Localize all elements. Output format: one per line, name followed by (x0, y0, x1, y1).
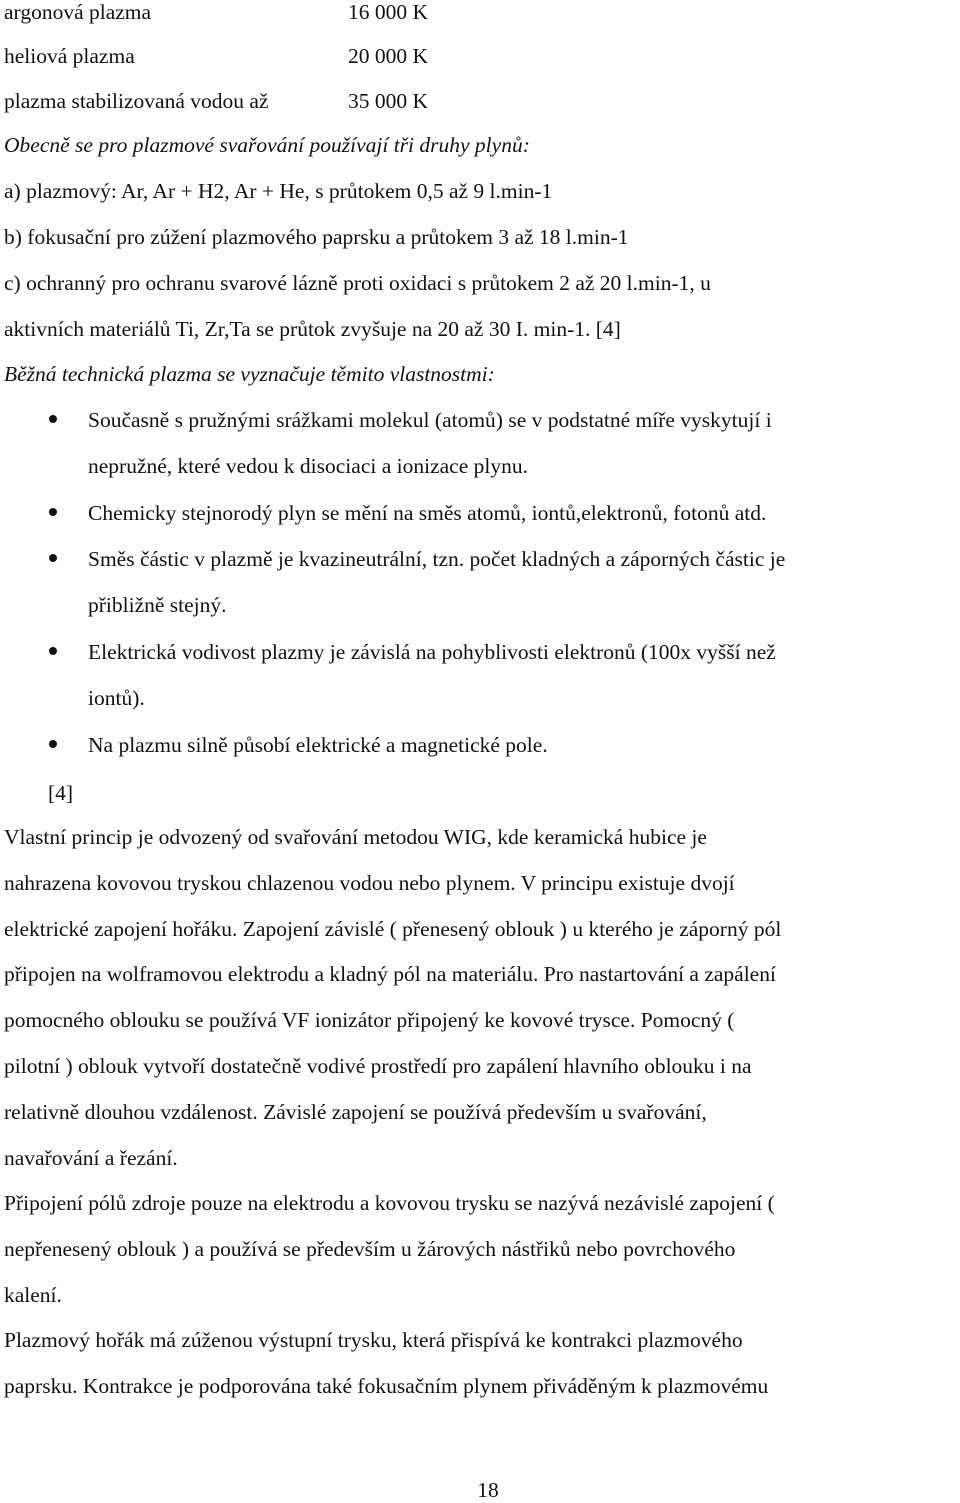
gas-line: b) fokusační pro zúžení plazmového paprsku a průtokem 3 až 18 l.min-1 (4, 225, 629, 249)
temperature-value: 35 000 K (348, 89, 429, 113)
bullet-text: Na plazmu silně působí elektrické a magnetické pole. (88, 733, 548, 757)
bullet-icon (49, 415, 57, 423)
paragraph-line: paprsku. Kontrakce je podporována také fokusačním plynem přiváděným k plazmovému (4, 1374, 769, 1398)
paragraph-line: Vlastní princip je odvozený od svařování metodou WIG, kde keramická hubice je (4, 825, 707, 849)
reference: [4] (48, 781, 74, 805)
temperature-label: plazma stabilizovaná vodou až (4, 89, 269, 113)
paragraph-line: nahrazena kovovou tryskou chlazenou vodou nebo plynem. V principu existuje dvojí (4, 871, 735, 895)
temperature-label: argonová plazma (4, 0, 152, 24)
bullet-text: Chemicky stejnorodý plyn se mění na směs atomů, iontů,elektronů, fotonů atd. (88, 501, 767, 525)
bullet-text: přibližně stejný. (88, 593, 227, 617)
bullet-text: Současně s pružnými srážkami molekul (atomů) se v podstatné míře vyskytují i (88, 408, 772, 432)
gas-line: a) plazmový: Ar, Ar + H2, Ar + He, s průtokem 0,5 až 9 l.min-1 (4, 179, 553, 203)
bullet-text: nepružné, které vedou k disociaci a ionizace plynu. (88, 454, 528, 478)
paragraph-line: kalení. (4, 1283, 62, 1307)
temperature-value: 16 000 K (348, 0, 429, 24)
bullet-icon (49, 740, 57, 748)
bullet-icon (49, 554, 57, 562)
properties-heading: Běžná technická plazma se vyznačuje těmito vlastnostmi: (4, 362, 495, 386)
bullet-icon (49, 508, 57, 516)
gas-line: aktivních materiálů Ti, Zr,Ta se průtok zvyšuje na 20 až 30 I. min-1. [4] (4, 317, 621, 341)
gases-heading: Obecně se pro plazmové svařování používají tři druhy plynů: (4, 133, 530, 157)
bullet-icon (49, 647, 57, 655)
paragraph-line: nepřenesený oblouk ) a používá se především u žárových nástřiků nebo povrchového (4, 1237, 736, 1261)
paragraph-line: pilotní ) oblouk vytvoří dostatečně vodivé prostředí pro zapálení hlavního oblouku i na (4, 1054, 752, 1078)
paragraph-line: připojen na wolframovou elektrodu a kladný pól na materiálu. Pro nastartování a zapálení (4, 962, 776, 986)
paragraph-line: Připojení pólů zdroje pouze na elektrodu a kovovou trysku se nazývá nezávislé zapojení ( (4, 1191, 775, 1215)
paragraph-line: relativně dlouhou vzdálenost. Závislé zapojení se používá především u svařování, (4, 1100, 707, 1124)
temperature-label: heliová plazma (4, 44, 135, 68)
paragraph-line: Plazmový hořák má zúženou výstupní trysku, která přispívá ke kontrakci plazmového (4, 1328, 743, 1352)
bullet-text: Elektrická vodivost plazmy je závislá na pohyblivosti elektronů (100x vyšší než (88, 640, 776, 664)
paragraph-line: elektrické zapojení hořáku. Zapojení závislé ( přenesený oblouk ) u kterého je záporný pól (4, 917, 782, 941)
bullet-text: Směs částic v plazmě je kvazineutrální, tzn. počet kladných a záporných částic je (88, 547, 786, 571)
page-number: 18 (477, 1478, 499, 1502)
paragraph-line: pomocného oblouku se používá VF ionizátor připojený ke kovové trysce. Pomocný ( (4, 1008, 735, 1032)
gas-line: c) ochranný pro ochranu svarové lázně proti oxidaci s průtokem 2 až 20 l.min-1, u (4, 271, 711, 295)
temperature-value: 20 000 K (348, 44, 429, 68)
bullet-text: iontů). (88, 686, 145, 710)
paragraph-line: navařování a řezání. (4, 1146, 178, 1170)
